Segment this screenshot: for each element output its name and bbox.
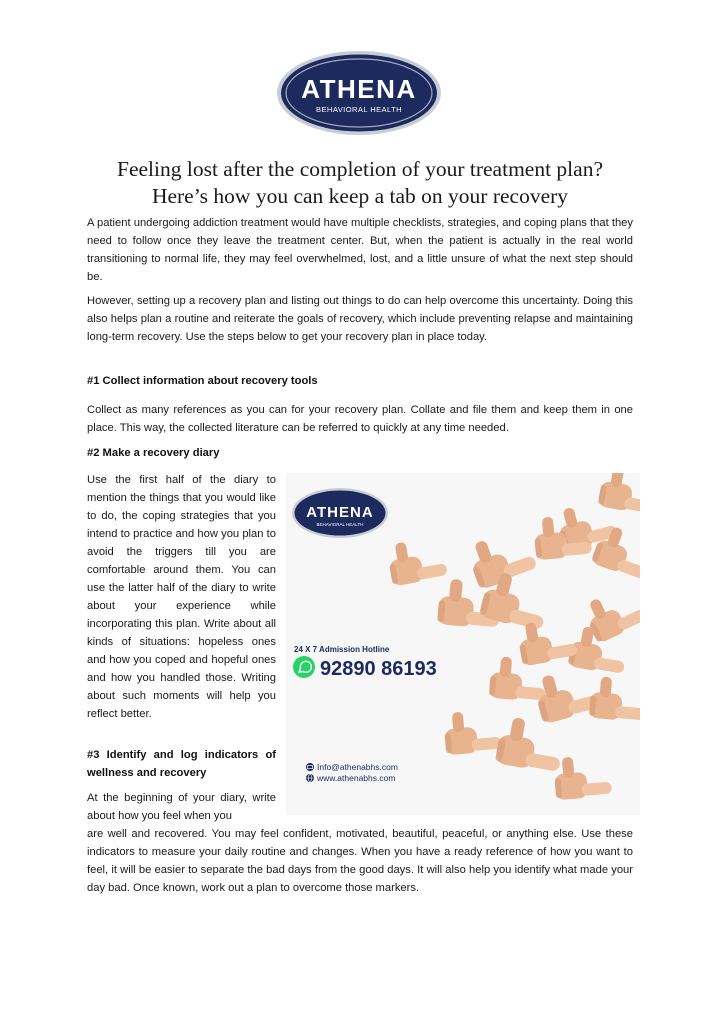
section-2-heading: #2 Make a recovery diary xyxy=(87,447,220,459)
ad-logo-brand: ATHENA xyxy=(306,504,374,521)
page-title xyxy=(60,156,660,210)
athena-logo xyxy=(276,50,442,136)
section-3-heading: #3 Identify and log indicators of wellness and recovery xyxy=(87,749,276,779)
globe-icon xyxy=(306,774,314,782)
intro-paragraph-1: A patient undergoing addiction treatment would have multiple checklists, strategies, and coping plans that they need to follow once they leave the treatment center. But, when the patient is actually in the real world transitioning to normal life, they may feel overwhelmed, lost, and a little unsure of what the next step should be. xyxy=(87,217,633,283)
hotline-label: 24 X 7 Admission Hotline xyxy=(294,645,390,654)
section-1-heading: #1 Collect information about recovery tools xyxy=(87,375,318,387)
ad-graphic xyxy=(286,473,640,815)
email-icon xyxy=(306,763,314,771)
contact-website: www.athenabhs.com xyxy=(317,773,396,783)
section-3-text-wide: are well and recovered. You may feel confident, motivated, beautiful, peaceful, or anything else. Use these indicators to measure your daily routine and changes. When you have a ready reference of how you want to feel, it will be easier to separate the bad days from the good days. It will also help you identify what made your day bad. Once known, work out a plan to overcome those markers. xyxy=(87,828,633,894)
ad-logo xyxy=(292,488,388,538)
hotline-phone: 92890 86193 xyxy=(320,658,437,680)
section-1-text: Collect as many references as you can for your recovery plan. Collate and file them and keep them in one place. This way, the collected literature can be referred to quickly at any time needed. xyxy=(87,404,633,434)
hotline-advertisement xyxy=(286,473,640,815)
contact-email: Info@athenabhs.com xyxy=(317,762,398,772)
title-line-1: Feeling lost after the completion of your treatment plan? xyxy=(117,157,603,181)
section-2-text: Use the first half of the diary to mention the things that you would like to do, the coping strategies that you intend to practice and how you plan to avoid the triggers till you are comfortable around them. You can use the latter half of the diary to write about your experience while incorporating this plan. Write about all kinds of situations: hopeless ones and how you coped and hopeful ones and how you handled those. Writing about such moments will help you reflect better. xyxy=(87,474,276,720)
logo-brand: ATHENA xyxy=(301,74,417,104)
logo-tagline: BEHAVIORAL HEALTH xyxy=(316,105,402,114)
intro-paragraph-2: However, setting up a recovery plan and listing out things to do can help overcome this uncertainty. Doing this also helps plan a routine and reiterate the goals of recovery, which include preventing relapse and maintaining long-term recovery. Use the steps below to get your recovery plan in place today. xyxy=(87,295,633,343)
whatsapp-icon xyxy=(293,656,315,678)
logo-badge-icon xyxy=(276,50,442,136)
ad-logo-tagline: BEHAVIORAL HEALTH xyxy=(316,522,364,527)
title-line-2: Here’s how you can keep a tab on your recovery xyxy=(151,184,569,208)
section-3-text-narrow: At the beginning of your diary, write about how you feel when you xyxy=(87,792,276,822)
